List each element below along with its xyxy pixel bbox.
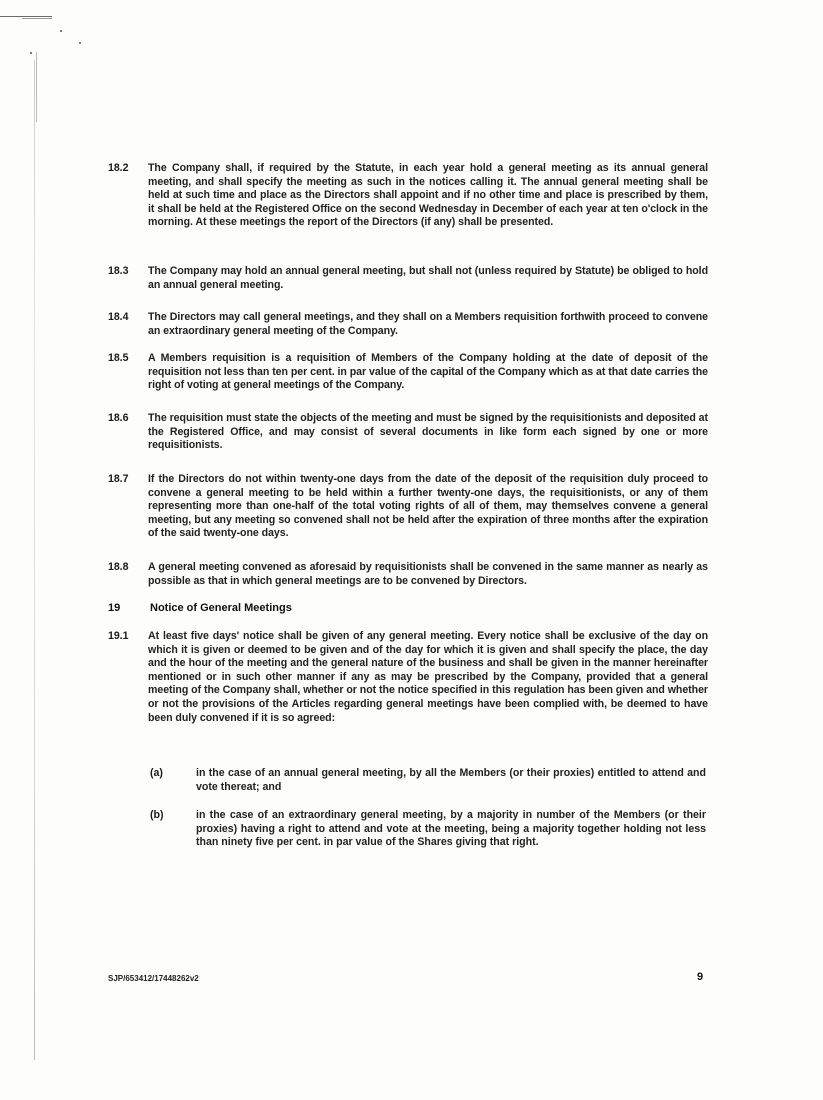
clause-text: The Company may hold an annual general meeting, but shall not (unless required by Statute) be obliged to hold an annual general meeting. [148, 265, 708, 291]
clause-18-7 [108, 473, 708, 541]
scan-artifact-edge [34, 60, 35, 1060]
scan-artifact-dot [30, 52, 32, 54]
clause-text: A general meeting convened as aforesaid by requisitionists shall be convened in the same manner as nearly as possible as that in which general meetings are to be convened by Directors. [148, 561, 708, 587]
scan-artifact-dot [60, 30, 62, 32]
clause-text: If the Directors do not within twenty-one days from the date of the deposit of the requisition duly proceed to convene a general meeting to be held within a further twenty-one days, the requisitionists, or any of them representing more than one-half of the total voting rights of all of them, may themselves convene a general meeting, but any meeting so convened shall not be held after the expiration of three months after the expiration of the said twenty-one days. [148, 473, 708, 540]
clause-text: The Company shall, if required by the Statute, in each year hold a general meeting as its annual general meeting, and shall specify the meeting as such in the notices calling it. The annual general meeting shall be held at such time and place as the Directors shall appoint and if no other time and place is prescribed by them, it shall be held at the Registered Office on the second Wednesday in December of each year at ten o'clock in the morning. At these meetings the report of the Directors (if any) shall be presented. [148, 162, 708, 229]
clause-text: The requisition must state the objects of the meeting and must be signed by the requisitionists and deposited at the Registered Office, and may consist of several documents in like form each signed by one or more requisitionists. [148, 412, 708, 452]
scan-artifact-line [0, 16, 52, 17]
document-reference: SJP/653412/17448262v2 [108, 974, 199, 983]
clause-text: The Directors may call general meetings, and they shall on a Members requisition forthwith proceed to convene an extraordinary general meeting of the Company. [148, 311, 708, 337]
clause-18-6 [108, 412, 708, 453]
clause-text: At least five days' notice shall be given of any general meeting. Every notice shall be exclusive of the day on which it is given or deemed to be given and of the day for which it is given and shall specify the place, the day and the hour of the meeting and the general nature of the business and shall be given in the manner hereinafter mentioned or in such other manner if any as may be prescribed by the Company, provided that a general meeting of the Company shall, whether or not the notice specified in this regulation has been given and whether or not the provisions of the Articles regarding general meetings have been complied with, be deemed to have been duly convened if it is so agreed: [148, 630, 708, 724]
clause-number: 18.6 [108, 412, 129, 424]
clause-number: 18.3 [108, 265, 129, 277]
section-title: Notice of General Meetings [150, 602, 292, 614]
page-number: 9 [697, 971, 704, 983]
clause-number: 18.7 [108, 473, 129, 485]
subclause-text: in the case of an extraordinary general meeting, by a majority in number of the Members (or their proxies) having a right to attend and vote at the meeting, being a majority together holding not less than ninety five per cent. in par value of the Shares giving that right. [196, 809, 706, 849]
clause-number: 18.4 [108, 311, 129, 323]
scan-artifact-line [22, 18, 52, 19]
subclause-text: in the case of an annual general meeting, by all the Members (or their proxies) entitled to attend and vote thereat; and [196, 767, 706, 793]
clause-number: 18.2 [108, 162, 129, 174]
clause-19-1 [108, 630, 708, 725]
subclause-number: (a) [150, 767, 163, 779]
clause-text: A Members requisition is a requisition of Members of the Company holding at the date of deposit of the requisition not less than ten per cent. in par value of the capital of the Company which as at that date carries the right of voting at general meetings of the Company. [148, 352, 708, 392]
clause-18-3 [108, 265, 708, 292]
clause-number: 18.5 [108, 352, 129, 364]
subclause-a [150, 767, 706, 794]
subclause-number: (b) [150, 809, 164, 821]
clause-18-5 [108, 352, 708, 393]
clause-number: 18.8 [108, 561, 129, 573]
scan-artifact-dot [79, 42, 81, 44]
clause-number: 19.1 [108, 630, 129, 642]
section-number: 19 [108, 602, 121, 614]
section-heading [108, 602, 292, 614]
clause-18-8 [108, 561, 708, 588]
scan-artifact-edge [36, 52, 37, 122]
clause-18-2 [108, 162, 708, 230]
subclause-b [150, 809, 706, 850]
clause-18-4 [108, 311, 708, 338]
